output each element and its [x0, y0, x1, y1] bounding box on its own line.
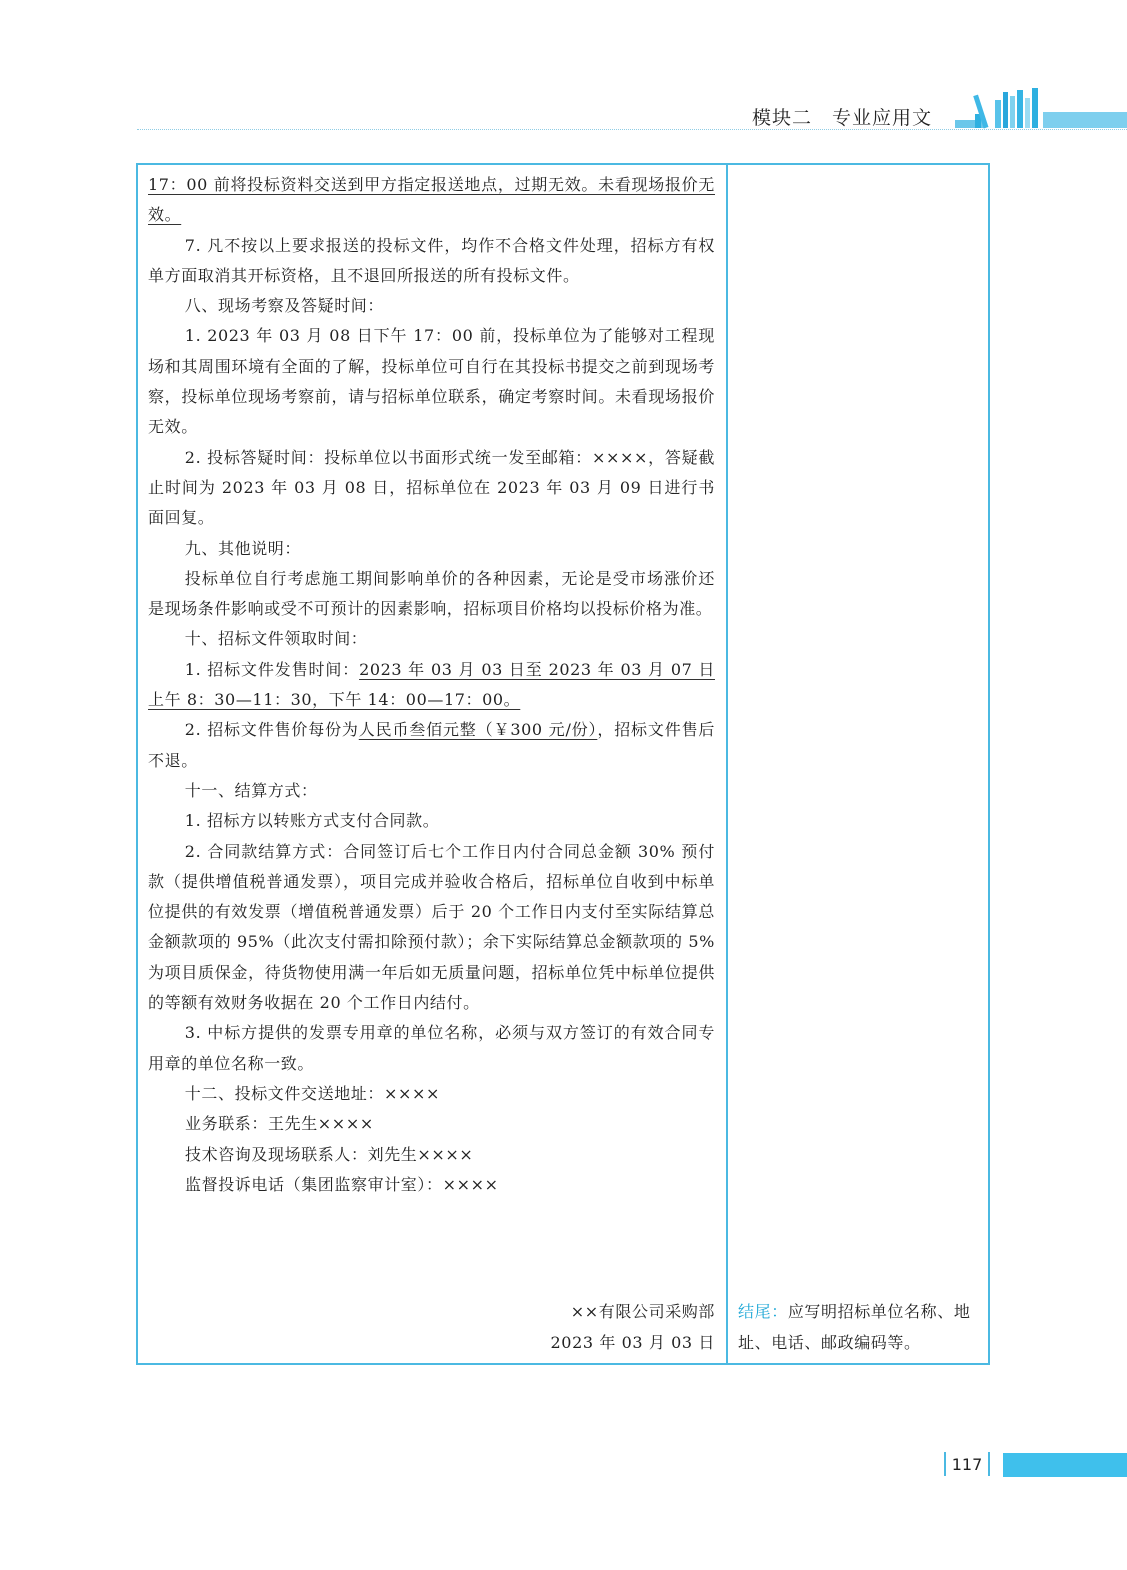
paragraph: 7. 凡不按以上要求报送的投标文件，均作不合格文件处理，招标方有权单方面取消其开标资格，且不退回所报送的所有投标文件。: [148, 235, 715, 285]
signature-org: ××有限公司采购部: [570, 1302, 715, 1321]
page-number-bar-right: [988, 1452, 990, 1476]
contact-line: 监督投诉电话（集团监察审计室）：××××: [185, 1174, 499, 1194]
paragraph: [148, 715, 715, 776]
paragraph-lead: 2. 招标文件售价每份为: [184, 720, 359, 740]
module-title: 模块二 专业应用文: [752, 107, 933, 129]
underlined-text: 2023 年 03 月 03 日至 2023 年 03 月 07 日上午 8：30—11：30，下午 14：00—17：00。: [148, 659, 715, 710]
paragraph: 2. 投标答疑时间：投标单位以书面形式统一发至邮箱：××××，答疑截止时间为 2023 年 03 月 08 日，招标单位在 2023 年 03 月 09 日进行书面回复。: [148, 447, 715, 528]
paragraph: 1. 招标方以转账方式支付合同款。: [184, 811, 440, 831]
paragraph-lead: 1. 招标文件发售时间：: [184, 659, 360, 679]
paragraph: [148, 655, 715, 716]
section-heading: 八、现场考察及答疑时间：: [184, 296, 384, 316]
bookshelf-decoration-icon: [955, 86, 1127, 130]
main-text-column: [148, 170, 715, 1200]
page-number: 117: [951, 1455, 983, 1474]
paragraph: 投标单位自行考虑施工期间影响单价的各种因素，无论是受市场涨价还是现场条件影响或受不可预计的因素影响，招标项目价格均以投标价格为准。: [148, 568, 715, 619]
signature-date: 2023 年 03 月 03 日: [550, 1333, 715, 1352]
section-heading: 十二、投标文件交送地址：××××: [184, 1083, 441, 1103]
section-heading: 十、招标文件领取时间：: [184, 629, 368, 649]
paragraph: [148, 170, 715, 231]
header-rule: [137, 129, 1127, 130]
paragraph: 2. 合同款结算方式：合同签订后七个工作日内付合同总金额 30% 预付款（提供增值税普通发票），项目完成并验收合格后，招标单位自收到中标单位提供的有效发票（增值税普通发票）后于 20 个工作日内支付至实际结算总金额款项的 95%（此次支付需扣除预付款）；余下实际结算总金额款项的 5% 为项目质保金，待货物使用满一年后如无质量问题，招标单位凭中标单位提供的等额有效财务收据在 20 个工作日内结付。: [148, 841, 715, 1013]
paragraph: 1. 2023 年 03 月 08 日下午 17：00 前，投标单位为了能够对工程现场和其周围环境有全面的了解，投标单位可自行在其投标书提交之前到现场考察，投标单位现场考察前，请与招标单位联系，确定考察时间。未看现场报价无效。: [148, 326, 715, 437]
note-label: 结尾：: [738, 1302, 788, 1321]
paragraph-tail: ，招标文件售后不退。: [148, 720, 716, 770]
margin-note: [738, 1296, 982, 1358]
contact-line: 业务联系：王先生××××: [185, 1114, 374, 1134]
signature-block: [415, 1296, 715, 1358]
column-divider: [726, 165, 728, 1363]
note-text: 应写明招标单位名称、地址、电话、邮政编码等。: [738, 1302, 971, 1352]
footer-band: [1003, 1453, 1127, 1477]
paragraph: 3. 中标方提供的发票专用章的单位名称，必须与双方签订的有效合同专用章的单位名称一致。: [148, 1023, 715, 1073]
section-heading: 九、其他说明：: [184, 538, 301, 558]
section-heading: 十一、结算方式：: [184, 780, 318, 800]
underlined-text: 17：00 前将投标资料交送到甲方指定报送地点，过期无效。未看现场报价无效。: [148, 175, 715, 225]
underlined-text: 人民币叁佰元整（￥300 元/份）: [358, 720, 598, 740]
contact-line: 技术咨询及现场联系人：刘先生××××: [185, 1144, 474, 1164]
